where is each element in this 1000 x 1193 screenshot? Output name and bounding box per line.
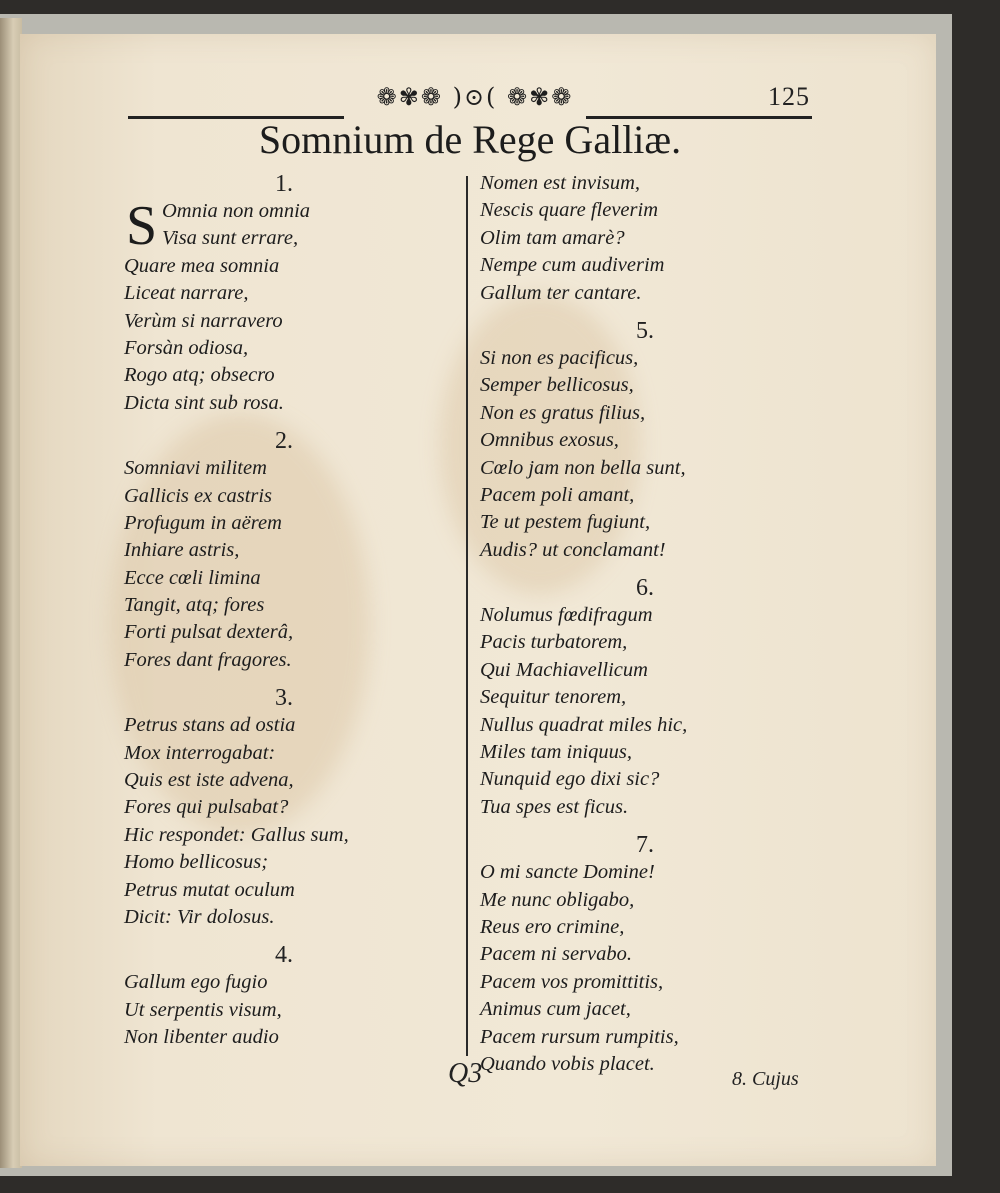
verse-line: Forsàn odiosa, [124,336,249,359]
verse-line: Somniavi militem [124,457,267,480]
verse-line: O mi sancte Domine! [480,861,655,884]
verse-line: Dicta sint sub rosa. [124,391,284,414]
verse-line: Pacis turbatorem, [480,631,628,654]
verse-line: Gallum ego fugio [124,971,268,994]
verse-line: Olim tam amarè? [480,226,625,249]
verse-line: Fores dant fragores. [124,648,292,671]
stanza-number: 5. [636,317,654,344]
verse-line: Pacem rursum rumpitis, [480,1025,679,1048]
verse-line: Gallicis ex castris [124,484,273,507]
verse-line: Pacem poli amant, [480,483,635,506]
verse-line: Profugum in aërem [124,511,282,534]
verse-line: Tangit, atq; fores [124,594,265,617]
verse-line: Nomen est invisum, [480,172,640,194]
page-number: 125 [768,82,810,111]
verse-line: Nempe cum audiverim [480,254,665,277]
verse-line: Omnibus exosus, [480,429,619,452]
stanza-gap [124,417,454,427]
verse-line: Si non es pacificus, [480,346,639,369]
verse-line: Nullus quadrat miles hic, [480,713,688,736]
verse-line: Visa sunt errare, [162,227,299,250]
verse-line: Tua spes est ficus. [480,795,629,818]
stanza-gap [480,821,810,831]
verse-line: Qui Machiavellicum [480,658,648,681]
verse-line: Pacem vos promittitis, [480,970,664,993]
verse-line: Rogo atq; obsecro [124,364,275,387]
verse-line: Liceat narrare, [124,282,249,305]
left-page-edge [0,18,22,1168]
verse-line: Miles tam iniquus, [480,741,633,764]
stanza-number: 4. [275,942,293,969]
verse-line: Petrus mutat oculum [124,878,295,901]
stanza-gap [124,674,454,684]
stanza-number: 3. [275,685,293,712]
verse-line: Audis? ut conclamant! [480,538,666,561]
verse-line: Inhiare astris, [124,539,240,562]
stanza-gap [124,931,454,941]
stanza-gap [480,307,810,317]
stanza-number: 6. [636,575,654,602]
verse-line: Dicit: Vir dolosus. [124,905,275,928]
verse-line: Gallum ter cantare. [480,281,642,304]
verse-line: Reus ero crimine, [480,915,625,938]
verse-line: Sequitur tenorem, [480,686,627,709]
left-column [124,170,454,1052]
verse-line: Petrus stans ad ostia [124,714,296,737]
verse-line: Animus cum jacet, [480,998,631,1021]
drop-cap-initial: S [126,195,158,257]
verse-line: Nescis quare fleverim [480,199,659,222]
verse-line: Nolumus fœdifragum [480,604,653,627]
verse-line: Te ut pestem fugiunt, [480,511,651,534]
verse-line: Semper bellicosus, [480,374,634,397]
verse-line: Quando vobis placet. [480,1052,655,1075]
verse-line: Quare mea somnia [124,254,280,277]
stanza-number: 7. [636,832,654,859]
signature-mark: Q3 [448,1058,483,1089]
catchword: 8. Cujus [732,1068,799,1090]
poem-title: Somnium de Rege Galliæ. [258,117,682,162]
stanza-number: 1. [275,171,293,197]
verse-line: Verùm si narravero [124,309,283,332]
verse-line: Cœlo jam non bella sunt, [480,456,686,479]
verse-line: Pacem ni servabo. [480,943,632,966]
verse-line: Mox interrogabat: [124,741,276,764]
verse-line: Quis est iste advena, [124,769,294,792]
verse-line: Non libenter audio [124,1026,279,1049]
verse-line: Ut serpentis visum, [124,998,282,1021]
column-divider [466,176,468,1056]
verse-line: Me nunc obligabo, [480,888,635,911]
verse-line: Ecce cœli limina [124,566,261,589]
verse-line: Omnia non omnia [162,200,311,222]
verse-line: Nunquid ego dixi sic? [480,768,660,791]
verse-line: Fores qui pulsabat? [124,796,289,819]
verse-line: Forti pulsat dexterâ, [124,621,294,644]
stanza-gap [480,564,810,574]
verse-line: Hic respondet: Gallus sum, [124,823,349,846]
stanza-number: 2. [275,428,293,455]
right-column [480,170,810,1078]
verse-line: Non es gratus filius, [480,401,646,424]
verse-line: Homo bellicosus; [124,851,269,874]
header-ornament: ❁✾❁ )⊙( ❁✾❁ [376,83,574,111]
